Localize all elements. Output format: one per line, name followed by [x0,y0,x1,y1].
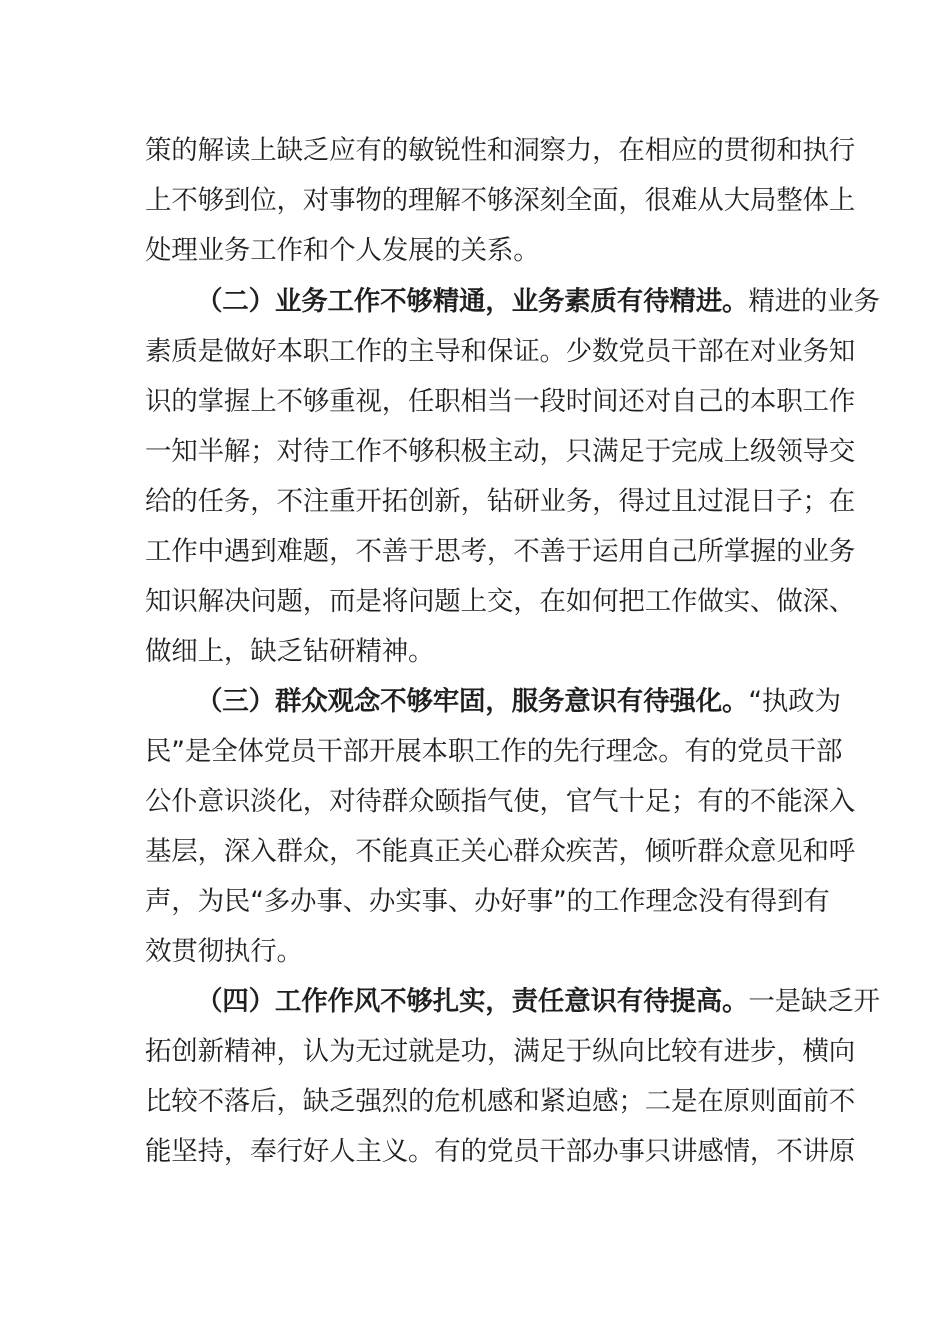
paragraph-3-line-3: 公仆意识淡化，对待群众颐指气使，官气十足；有的不能深入 [145,786,856,817]
paragraph-3-line-5: 声，为民“多办事、办实事、办好事”的工作理念没有得到有 [145,886,830,917]
paragraph-1-line-3: 处理业务工作和个人发展的关系。 [145,235,540,266]
paragraph-3-line-2: 民”是全体党员干部开展本职工作的先行理念。有的党员干部 [145,736,843,767]
paragraph-4-first-line-text: 一是缺乏开 [748,986,880,1017]
paragraph-2-line-6: 工作中遇到难题，不善于思考，不善于运用自己所掌握的业务 [145,536,856,567]
paragraph-4-line-1 [196,977,880,1027]
paragraph-3-first-line-text: “执政为 [748,686,841,717]
paragraph-2-line-3: 识的掌握上不够重视，任职相当一段时间还对自己的本职工作 [145,386,856,417]
paragraph-2-line-4: 一知半解；对待工作不够积极主动，只满足于完成上级领导交 [145,436,856,467]
paragraph-2-line-7: 知识解决问题，而是将问题上交，在如何把工作做实、做深、 [145,586,856,617]
paragraph-3-line-4: 基层，深入群众，不能真正关心群众疾苦，倾听群众意见和呼 [145,836,856,867]
paragraph-2-line-8: 做细上，缺乏钻研精神。 [145,636,435,667]
paragraph-2-line-5: 给的任务，不注重开拓创新，钻研业务，得过且过混日子；在 [145,486,856,517]
paragraph-1-line-1: 策的解读上缺乏应有的敏锐性和洞察力，在相应的贯彻和执行 [145,135,856,166]
paragraph-3-line-6: 效贯彻执行。 [145,936,303,967]
paragraph-3-line-1 [196,677,841,727]
paragraph-4-line-4: 能坚持，奉行好人主义。有的党员干部办事只讲感情，不讲原 [145,1136,856,1167]
paragraph-2-first-line-text: 精进的业务 [748,286,880,317]
paragraph-2-line-1 [196,277,880,327]
paragraph-4-line-2: 拓创新精神，认为无过就是功，满足于纵向比较有进步，横向 [145,1036,856,1067]
section-heading-3: （三）群众观念不够牢固，服务意识有待强化。 [196,686,749,717]
section-heading-4: （四）工作作风不够扎实，责任意识有待提高。 [196,986,749,1017]
paragraph-4-line-3: 比较不落后，缺乏强烈的危机感和紧迫感；二是在原则面前不 [145,1086,856,1117]
paragraph-1-line-2: 上不够到位，对事物的理解不够深刻全面，很难从大局整体上 [145,185,856,216]
section-heading-2: （二）业务工作不够精通，业务素质有待精进。 [196,286,749,317]
paragraph-2-line-2: 素质是做好本职工作的主导和保证。少数党员干部在对业务知 [145,336,856,367]
